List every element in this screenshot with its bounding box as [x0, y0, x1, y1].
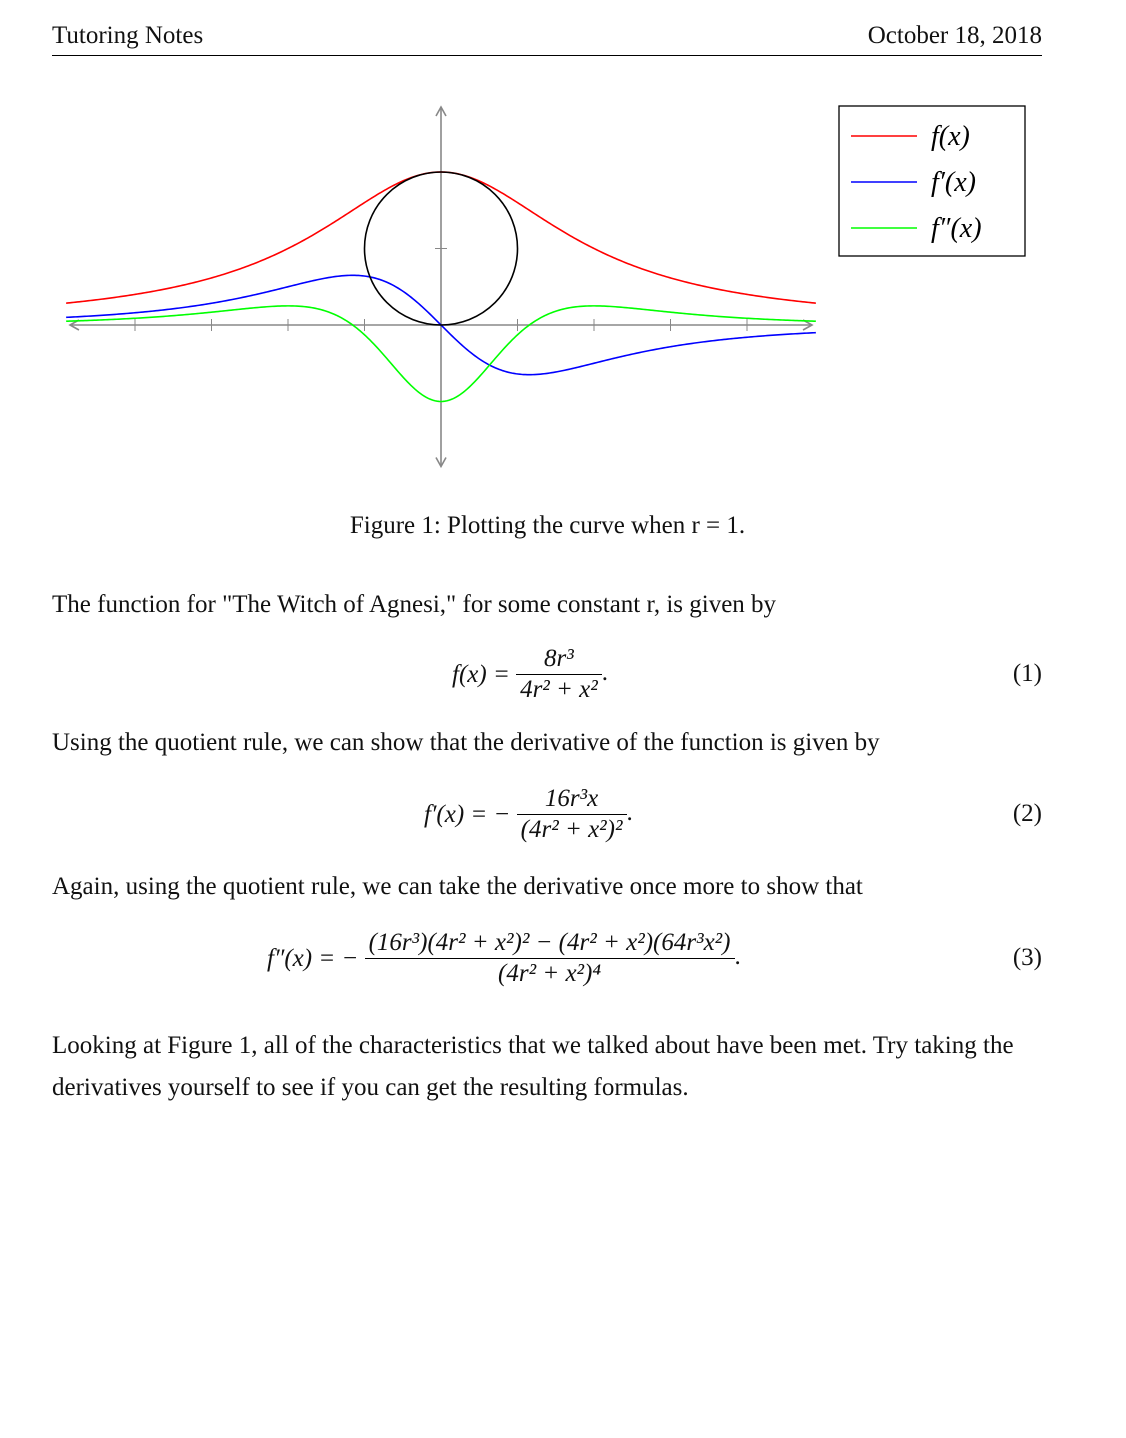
- axes: [70, 107, 812, 467]
- eq1-fraction: [516, 644, 602, 705]
- eq2-denominator: (4r² + x²)²: [520, 816, 623, 843]
- eq1-number: (1): [1012, 660, 1042, 687]
- eq2-numerator: 16r³x: [517, 784, 627, 815]
- eq1-numerator: 8r³: [516, 644, 602, 675]
- eq3-numerator: (16r³)(4r² + x²)² − (4r² + x²)(64r³x²): [365, 928, 735, 959]
- eq1-denominator: 4r² + x²: [520, 676, 598, 703]
- header-date: October 18, 2018: [867, 22, 1042, 49]
- eq3-lhs: f″(x) = −: [267, 944, 359, 972]
- paragraph-1: The function for "The Witch of Agnesi," for some constant r, is given by: [52, 591, 777, 618]
- legend: [839, 106, 1025, 256]
- eq2-fraction: [517, 784, 627, 845]
- witch-of-agnesi-plot: [60, 98, 1040, 488]
- paragraph-2: Using the quotient rule, we can show that the derivative of the function is given by: [52, 729, 880, 756]
- legend-label-2: f′(x): [931, 167, 976, 198]
- eq3-denominator: (4r² + x²)⁴: [498, 960, 602, 987]
- eq3-fraction: [365, 928, 735, 989]
- header-title: Tutoring Notes: [52, 22, 204, 49]
- legend-label-3: f″(x): [931, 213, 982, 244]
- eq2-number: (2): [1012, 800, 1042, 827]
- paragraph-3: Again, using the quotient rule, we can take the derivative once more to show that: [52, 873, 863, 900]
- paragraph-4: Looking at Figure 1, all of the characteristics that we talked about have been met. Try taking the derivatives yourself to see if you can get the resulting formulas.: [52, 1032, 1014, 1101]
- header-rule: [52, 55, 1042, 56]
- legend-label-1: f(x): [931, 121, 970, 152]
- eq1-lhs: f(x) =: [452, 660, 510, 688]
- figure-caption: Figure 1: Plotting the curve when r = 1.: [349, 512, 746, 539]
- eq3-number: (3): [1012, 944, 1042, 971]
- eq2-lhs: f′(x) = −: [424, 800, 511, 828]
